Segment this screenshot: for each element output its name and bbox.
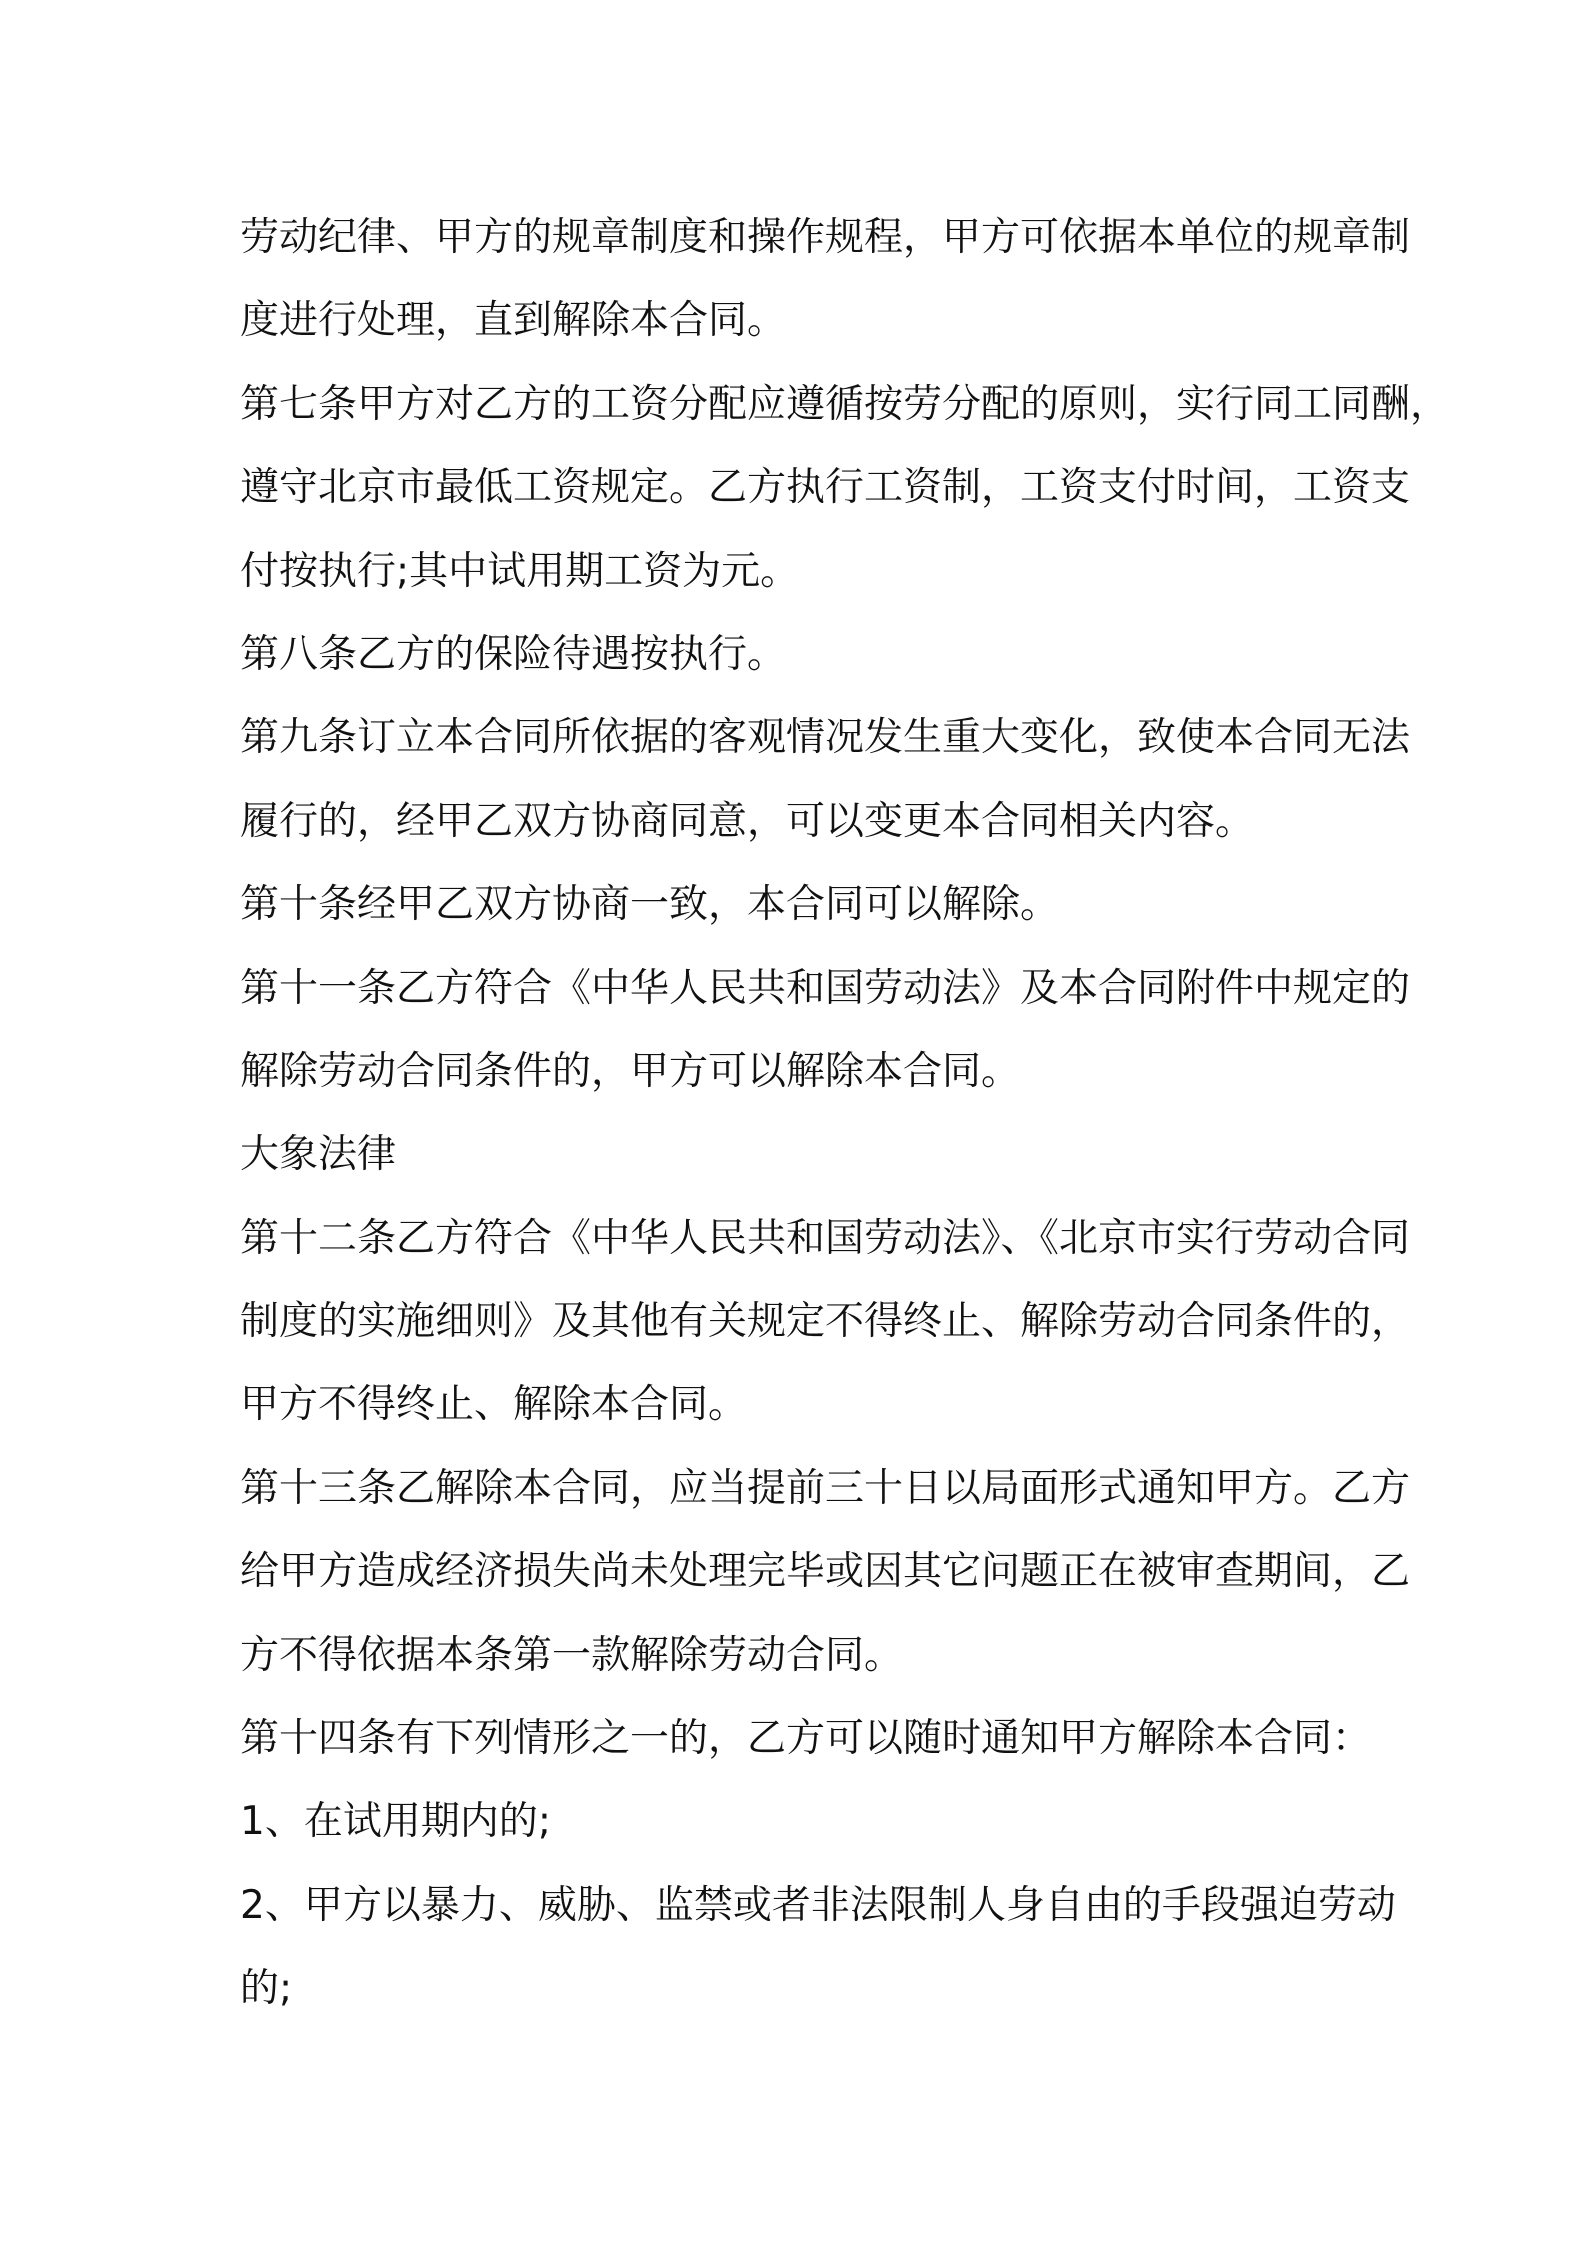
text-line: 付按执行;其中试用期工资为元。 <box>240 548 800 594</box>
text-line: 第九条订立本合同所依据的客观情况发生重大变化，致使本合同无法 <box>240 715 1411 761</box>
text-line: 第八条乙方的保险待遇按执行。 <box>240 631 787 677</box>
text-line: 制度的实施细则》及其他有关规定不得终止、解除劳动合同条件的， <box>240 1299 1411 1345</box>
list-item-continuation: 的; <box>240 1966 293 2012</box>
text-line: 给甲方造成经济损失尚未处理完毕或因其它问题正在被审查期间，乙 <box>240 1549 1411 1595</box>
text-line: 度进行处理，直到解除本合同。 <box>240 298 787 344</box>
text-line: 甲方不得终止、解除本合同。 <box>240 1382 748 1428</box>
text-line: 方不得依据本条第一款解除劳动合同。 <box>240 1632 904 1678</box>
text-line: 第十条经甲乙双方协商一致，本合同可以解除。 <box>240 882 1060 928</box>
section-heading: 大象法律 <box>240 1132 397 1178</box>
document-body <box>240 196 1450 2031</box>
list-item: 2、甲方以暴力、威胁、监禁或者非法限制人身自由的手段强迫劳动 <box>240 1882 1396 1928</box>
text-line: 第十四条有下列情形之一的，乙方可以随时通知甲方解除本合同： <box>240 1716 1372 1762</box>
text-line: 第七条甲方对乙方的工资分配应遵循按劳分配的原则，实行同工同酬， <box>240 381 1450 427</box>
text-line: 履行的，经甲乙双方协商同意，可以变更本合同相关内容。 <box>240 798 1255 844</box>
text-line: 第十二条乙方符合《中华人民共和国劳动法》、《北京市实行劳动合同 <box>240 1215 1411 1261</box>
text-line: 第十三条乙解除本合同，应当提前三十日以局面形式通知甲方。乙方 <box>240 1465 1411 1511</box>
text-line: 劳动纪律、甲方的规章制度和操作规程，甲方可依据本单位的规章制 <box>240 215 1411 260</box>
text-line: 遵守北京市最低工资规定。乙方执行工资制，工资支付时间，工资支 <box>240 465 1411 511</box>
text-line: 解除劳动合同条件的，甲方可以解除本合同。 <box>240 1048 1021 1094</box>
list-item: 1、在试用期内的; <box>240 1799 551 1845</box>
text-line: 第十一条乙方符合《中华人民共和国劳动法》及本合同附件中规定的 <box>240 965 1411 1011</box>
